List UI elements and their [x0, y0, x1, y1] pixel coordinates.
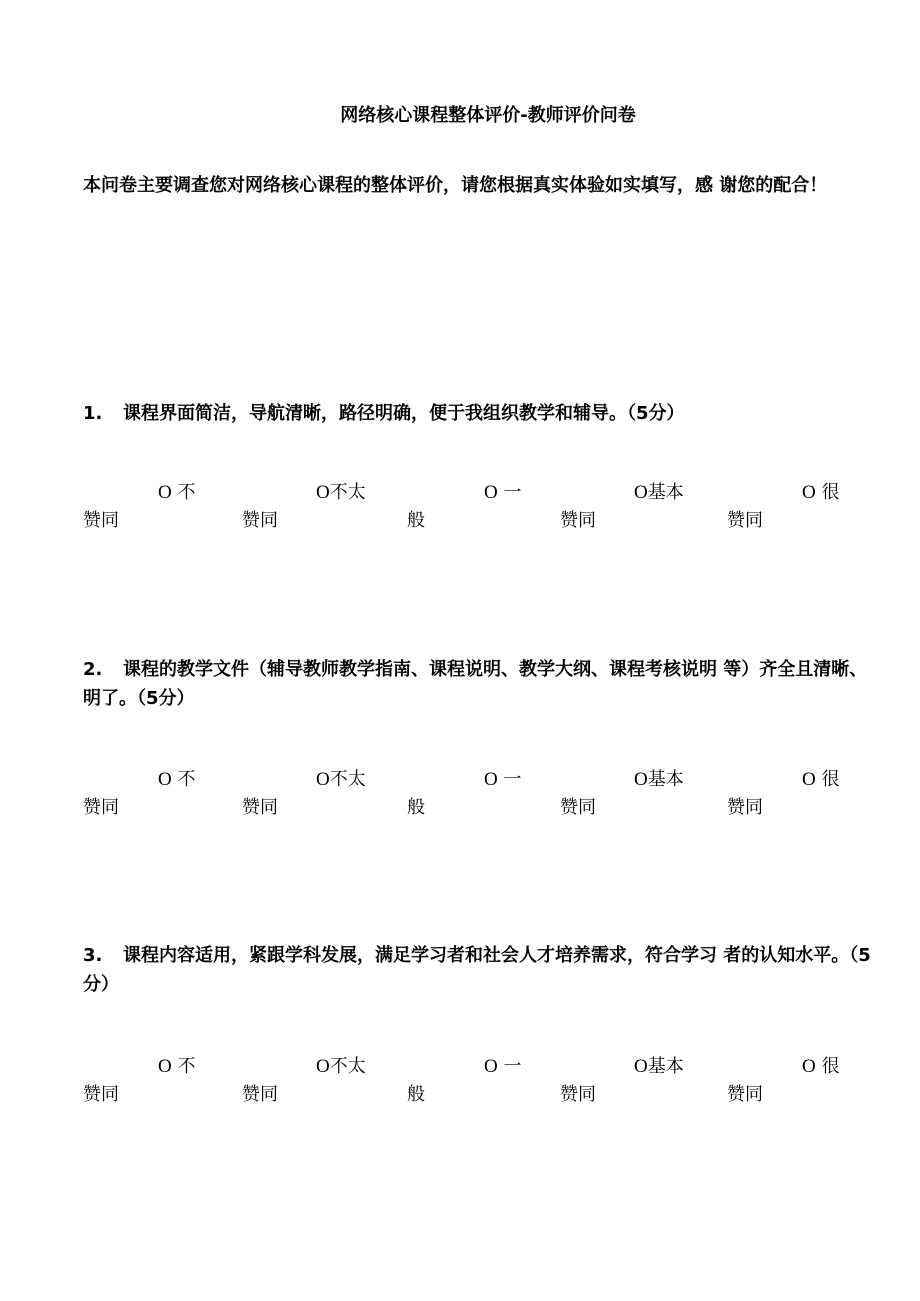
option-label-continuation: 般: [407, 1084, 425, 1105]
option-label: 一: [503, 1056, 522, 1077]
option-label: 不: [177, 769, 196, 790]
option-label: 不太: [329, 482, 366, 503]
question-number: 3.: [83, 945, 103, 966]
option-label: 不太: [329, 769, 366, 790]
option-label: 很: [821, 482, 840, 503]
question-3: [83, 941, 885, 999]
page-title: 网络核心课程整体评价-教师评价问卷: [340, 105, 636, 126]
radio-circle-icon[interactable]: O: [484, 769, 498, 790]
option-label: 很: [821, 769, 840, 790]
option-neutral[interactable]: [484, 481, 521, 505]
intro-paragraph: 本问卷主要调查您对网络核心课程的整体评价，请您根据真实体验如实填写，感 谢您的配合！: [83, 175, 828, 196]
radio-circle-icon[interactable]: O: [802, 482, 816, 503]
radio-circle-icon[interactable]: O: [316, 1056, 330, 1077]
option-label-continuation: 赞同: [727, 510, 763, 531]
radio-circle-icon[interactable]: O: [634, 769, 648, 790]
option-label: 一: [503, 769, 522, 790]
question-text: 课程内容适用，紧跟学科发展，满足学习者和社会人才培养需求，符合学习 者的认知水平。（5分）: [83, 945, 871, 995]
option-label: 不太: [329, 1056, 366, 1077]
radio-circle-icon[interactable]: O: [316, 769, 330, 790]
radio-circle-icon[interactable]: O: [634, 482, 648, 503]
option-strongly-disagree[interactable]: [158, 1055, 195, 1079]
option-label: 很: [821, 1056, 840, 1077]
option-label-continuation: 赞同: [242, 510, 278, 531]
radio-circle-icon[interactable]: O: [634, 1056, 648, 1077]
radio-circle-icon[interactable]: O: [158, 1056, 172, 1077]
question-1: [83, 399, 885, 428]
option-label-continuation: 赞同: [727, 797, 763, 818]
question-text: 课程的教学文件（辅导教师教学指南、课程说明、教学大纲、课程考核说明 等）齐全且清晰、明了。（5分）: [83, 659, 868, 709]
option-strongly-agree[interactable]: [802, 768, 839, 792]
question-2: [83, 655, 885, 713]
option-label-continuation: 赞同: [83, 797, 119, 818]
option-label-continuation: 赞同: [727, 1084, 763, 1105]
option-agree[interactable]: [634, 1055, 684, 1079]
option-disagree[interactable]: [316, 768, 366, 792]
option-neutral[interactable]: [484, 1055, 521, 1079]
option-agree[interactable]: [634, 768, 684, 792]
radio-circle-icon[interactable]: O: [158, 482, 172, 503]
option-disagree[interactable]: [316, 481, 366, 505]
option-label-continuation: 般: [407, 510, 425, 531]
question-number: 2.: [83, 659, 103, 680]
option-label-continuation: 赞同: [560, 797, 596, 818]
radio-circle-icon[interactable]: O: [316, 482, 330, 503]
option-label: 基本: [647, 482, 684, 503]
option-label-continuation: 赞同: [242, 1084, 278, 1105]
radio-circle-icon[interactable]: O: [484, 482, 498, 503]
option-strongly-agree[interactable]: [802, 481, 839, 505]
option-label-continuation: 赞同: [560, 510, 596, 531]
radio-circle-icon[interactable]: O: [484, 1056, 498, 1077]
option-neutral[interactable]: [484, 768, 521, 792]
radio-circle-icon[interactable]: O: [158, 769, 172, 790]
option-label-continuation: 赞同: [83, 1084, 119, 1105]
option-label-continuation: 赞同: [242, 797, 278, 818]
option-strongly-disagree[interactable]: [158, 768, 195, 792]
option-label-continuation: 赞同: [560, 1084, 596, 1105]
question-text: 课程界面简洁，导航清晰，路径明确，便于我组织教学和辅导。（5分）: [123, 403, 685, 424]
option-label: 基本: [647, 769, 684, 790]
option-label: 不: [177, 1056, 196, 1077]
option-agree[interactable]: [634, 481, 684, 505]
radio-circle-icon[interactable]: O: [802, 1056, 816, 1077]
option-label: 不: [177, 482, 196, 503]
option-label: 一: [503, 482, 522, 503]
option-disagree[interactable]: [316, 1055, 366, 1079]
question-number: 1.: [83, 403, 103, 424]
option-strongly-disagree[interactable]: [158, 481, 195, 505]
option-strongly-agree[interactable]: [802, 1055, 839, 1079]
option-label: 基本: [647, 1056, 684, 1077]
option-label-continuation: 赞同: [83, 510, 119, 531]
option-label-continuation: 般: [407, 797, 425, 818]
radio-circle-icon[interactable]: O: [802, 769, 816, 790]
